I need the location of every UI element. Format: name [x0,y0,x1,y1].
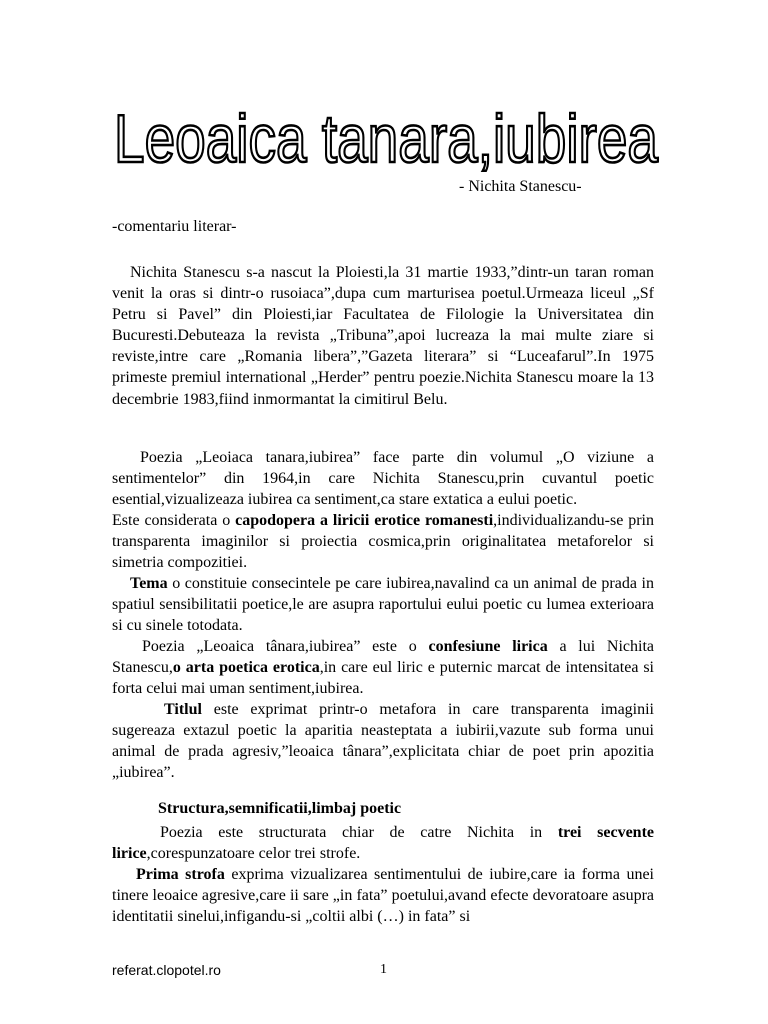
subtitle: -comentariu literar- [112,218,237,235]
bold-phrase: Prima strofa [136,866,225,883]
bold-phrase: confesiune lirica [428,638,548,655]
paragraph-tema [112,573,654,636]
bold-phrase: Titlul [164,701,202,718]
author-line: - Nichita Stanescu- [459,178,582,195]
paragraph-text: este exprimat printr-o metafora in care transparenta imaginii sugereaza extazul poetic la aparitia neasteptata a iubirii,vazute sub forma unui animal de prada agresiv,”leoaica tânara”,explicitata chiar de poet prin apozitia „iubirea”. [112,701,654,782]
paragraph-text: Poezia „Leoiaca tanara,iubirea” face parte din volumul „O viziune a sentimentelor” din 1964,in care Nichita Stanescu,prin cuvantul poetic esential,vizualizeaza iubirea ca sentiment,ca stare extatica a eului poetic. [112,449,654,509]
section-heading: Structura,semnificatii,limbaj poetic [158,800,402,817]
document-title [112,101,660,177]
bold-phrase: capodopera a liricii erotice romanesti [235,512,494,529]
paragraph-confesiune [112,636,654,699]
paragraph-text: ,in care eul liric e puternic marcat de intensitatea si forta celui mai uman sentiment,iubirea. [112,659,655,698]
paragraph-text: a lui Nichita Stanescu, [112,638,654,677]
paragraph-prima-strofa [112,864,654,927]
paragraph-text: Poezia este structurata chiar de catre Nichita in [160,824,558,841]
bold-phrase: Tema [130,575,168,592]
title-text: Leoaica tanara,iubirea [114,101,659,177]
paragraph-text: Poezia „Leoaica tânara,iubirea” este o [142,638,429,655]
bold-phrase: trei secvente lirice [112,824,654,863]
paragraph-biography [112,262,654,410]
paragraph-capodopera [112,510,654,573]
paragraph-text: Este considerata o [112,512,236,529]
title-wordart [112,101,660,177]
paragraph-text: o constituie consecintele pe care iubirea,navalind ca un animal de prada in spatiul sensibilitatii poetice,le are asupra raportului eului poetic cu lumea exterioara si cu sinele totodata. [112,575,654,635]
page-number: 1 [380,962,387,977]
paragraph-titlul [112,699,654,783]
paragraph-structura [112,822,654,864]
footer-site: referat.clopotel.ro [112,962,221,978]
paragraph-text: exprima vizualizarea sentimentului de iubire,care ia forma unei tinere leoaice agresive,care ii sare „in fata” poetului,avand efecte devoratoare asupra identitatii sinelui,infigandu-si „coltii albi (…) in fata” si [112,866,654,926]
bold-phrase: o arta poetica erotica [172,659,320,677]
paragraph-text: ,corespunzatoare celor trei strofe. [146,845,361,863]
paragraph-text: ,individualizandu-se prin transparenta imaginilor si proiectia cosmica,prin originalitatea metaforelor si simetria compozitiei. [112,512,654,572]
paragraph-text: Nichita Stanescu s-a nascut la Ploiesti,la 31 martie 1933,”dintr-un taran roman venit la oras si dintr-o rusoiaca”,dupa cum marturisea poetul.Urmeaza liceul „Sf Petru si Pavel” din Ploiesti,iar Facultatea de Filologie la Universitatea din Bucuresti.Debuteaza la revista „Tribuna”,apoi lucreaza la mai multe ziare si reviste,intre care „Romania libera”,”Gazeta literara” si “Luceafarul”.In 1975 primeste premiul international „Herder” pentru poezie.Nichita Stanescu moare la 13 decembrie 1983,fiind inmormantat la cimitirul Belu. [112,264,654,408]
paragraph-volume [112,447,654,510]
